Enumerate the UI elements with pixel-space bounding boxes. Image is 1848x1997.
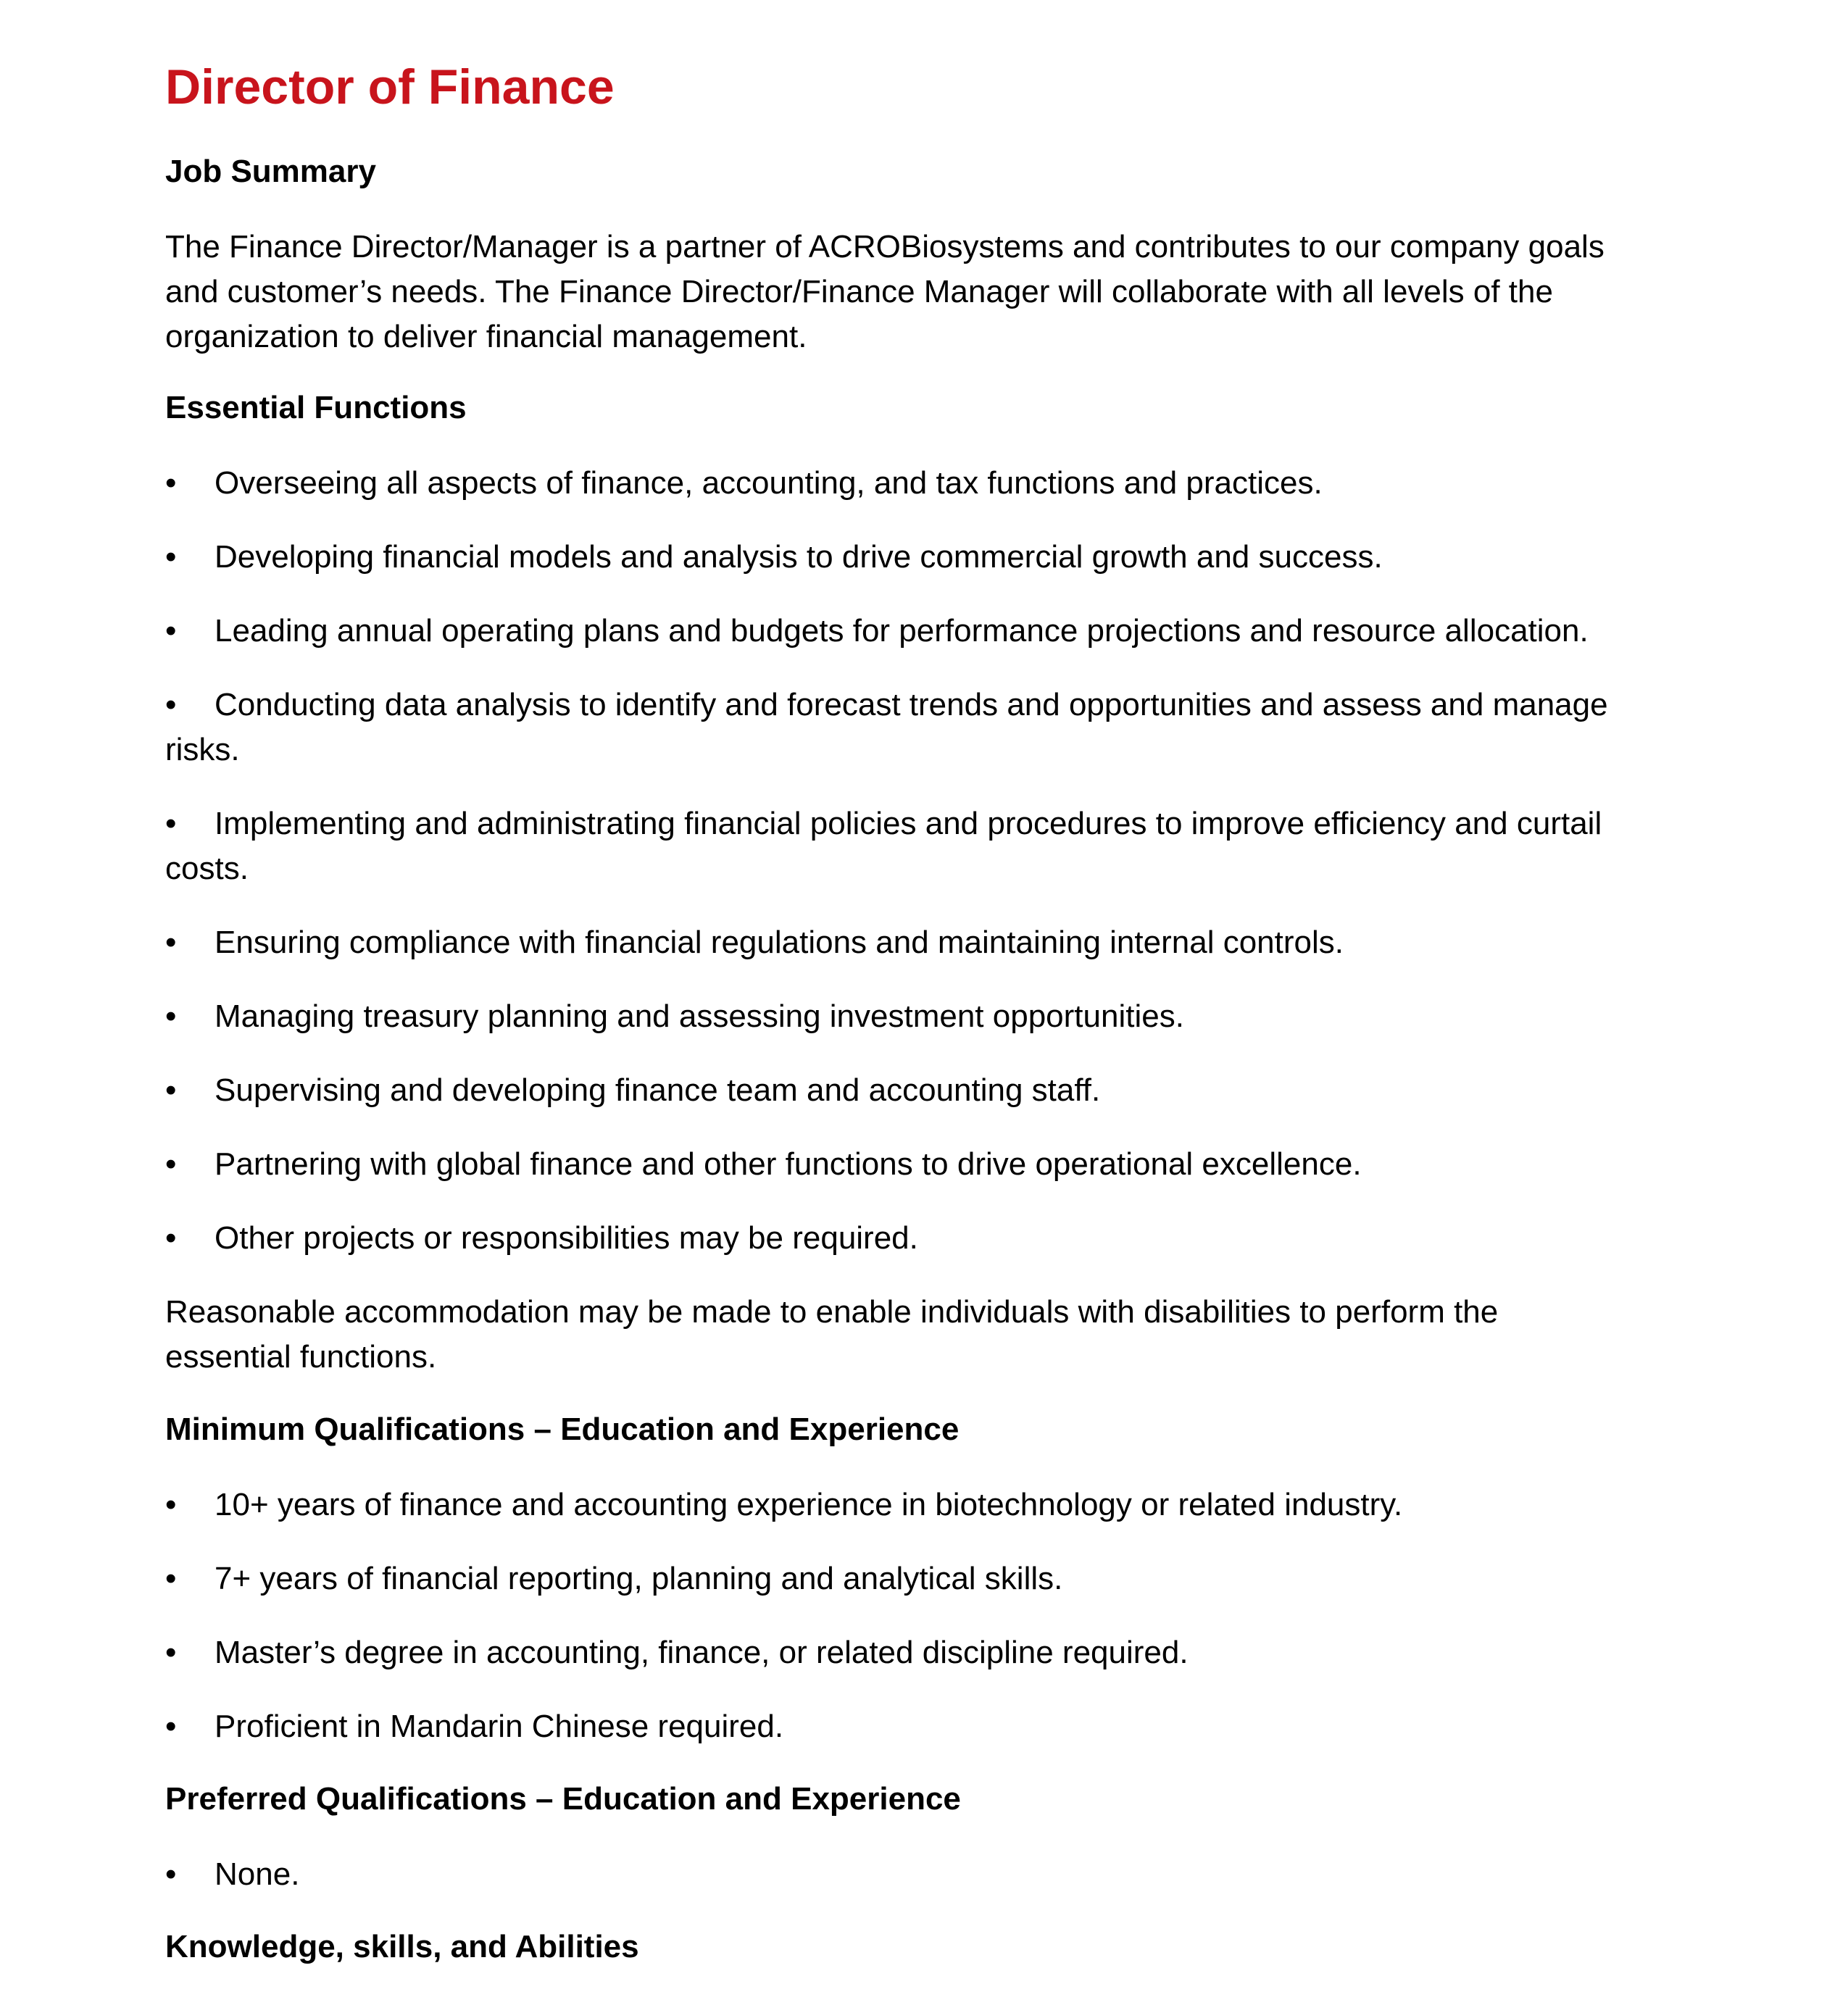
bullet-icon: •	[165, 539, 177, 575]
page-title: Director of Finance	[165, 59, 615, 114]
job-summary-line: and customer’s needs. The Finance Director/Finance Manager will collaborate with all levels of the	[165, 274, 1553, 309]
list-item: • Proficient in Mandarin Chinese required.	[165, 1704, 1694, 1749]
list-item: • Overseeing all aspects of finance, accounting, and tax functions and practices.	[165, 461, 1694, 506]
bullet-icon: •	[165, 1487, 177, 1522]
preferred-qualifications-heading: Preferred Qualifications – Education and Experience	[165, 1781, 961, 1817]
bullet-icon: •	[165, 1072, 177, 1108]
job-summary-line: organization to deliver financial management.	[165, 319, 807, 354]
accommodation-line: Reasonable accommodation may be made to enable individuals with disabilities to perform the	[165, 1294, 1499, 1330]
list-item: • Partnering with global finance and other functions to drive operational excellence.	[165, 1142, 1694, 1187]
job-summary-heading: Job Summary	[165, 154, 376, 189]
list-item: • Managing treasury planning and assessing investment opportunities.	[165, 994, 1694, 1039]
minimum-qualifications-heading: Minimum Qualifications – Education and Experience	[165, 1412, 960, 1447]
job-summary-line: The Finance Director/Manager is a partner of ACROBiosystems and contributes to our company goals	[165, 229, 1604, 264]
bullet-icon: •	[165, 687, 177, 722]
bullet-icon: •	[165, 806, 177, 841]
list-item: • None.	[165, 1852, 1694, 1897]
list-item: • 10+ years of finance and accounting experience in biotechnology or related industry.	[165, 1483, 1694, 1527]
list-item: • Other projects or responsibilities may be required.	[165, 1216, 1694, 1261]
bullet-icon: •	[165, 1709, 177, 1744]
list-item-continuation: costs.	[165, 851, 249, 886]
bullet-icon: •	[165, 1220, 177, 1256]
bullet-icon: •	[165, 1856, 177, 1892]
knowledge-skills-heading: Knowledge, skills, and Abilities	[165, 1929, 639, 1964]
list-item: • Conducting data analysis to identify and forecast trends and opportunities and assess and manage	[165, 683, 1694, 727]
essential-functions-heading: Essential Functions	[165, 390, 467, 425]
bullet-icon: •	[165, 1146, 177, 1182]
list-item: • Developing financial models and analysis to drive commercial growth and success.	[165, 535, 1694, 580]
accommodation-line: essential functions.	[165, 1339, 437, 1375]
bullet-icon: •	[165, 1635, 177, 1670]
list-item: • Master’s degree in accounting, finance, or related discipline required.	[165, 1630, 1694, 1675]
bullet-icon: •	[165, 999, 177, 1034]
list-item-continuation: risks.	[165, 732, 240, 767]
list-item: • Implementing and administrating financial policies and procedures to improve efficiency and curtail	[165, 801, 1694, 846]
bullet-icon: •	[165, 925, 177, 960]
list-item: • Ensuring compliance with financial regulations and maintaining internal controls.	[165, 920, 1694, 965]
bullet-icon: •	[165, 465, 177, 501]
list-item: • Leading annual operating plans and budgets for performance projections and resource allocation.	[165, 609, 1694, 654]
bullet-icon: •	[165, 613, 177, 649]
list-item: • Supervising and developing finance team and accounting staff.	[165, 1068, 1694, 1113]
list-item: • 7+ years of financial reporting, planning and analytical skills.	[165, 1556, 1694, 1601]
bullet-icon: •	[165, 1561, 177, 1596]
